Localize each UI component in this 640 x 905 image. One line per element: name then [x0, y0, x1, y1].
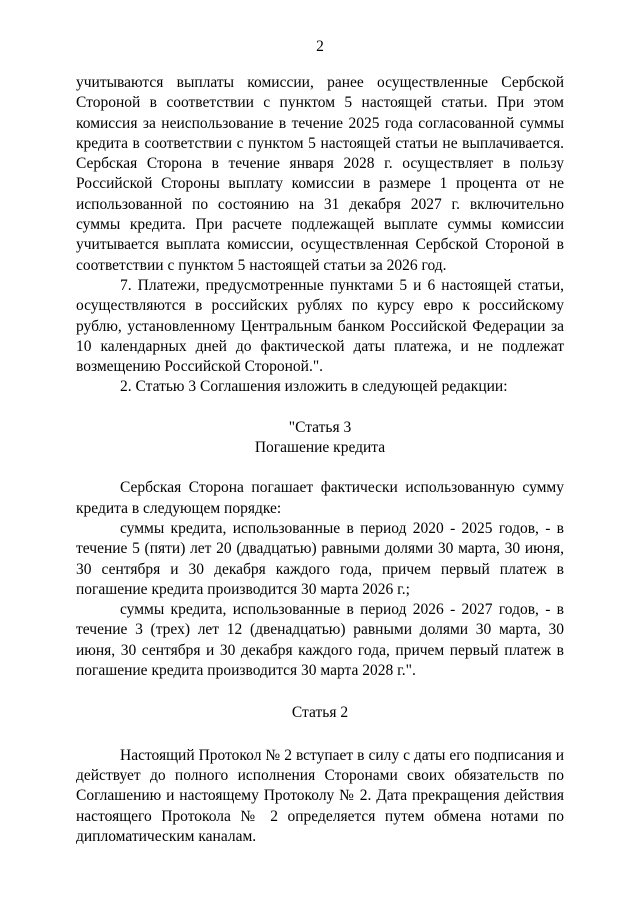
paragraph-commission-continued: учитываются выплаты комиссии, ранее осуществленные Сербской Стороной в соответствии с пунктом 5 настоящей статьи. При этом комиссия за неиспользование в течение 2025 года согласованной суммы кредита в соответствии с пунктом 5 настоящей статьи не выплачивается. Сербская Сторона в течение января 2028 г. осуществляет в пользу Российской Стороны выплату комиссии в размере 1 процента от не использованной по состоянию на 31 декабря 2027 г. включительно суммы кредита. При расчете подлежащей выплате суммы комиссии учитывается выплата комиссии, осуществленная Сербской Стороной в соответствии с пунктом 5 настоящей статьи за 2026 год. [76, 74, 564, 274]
article-2-title: Статья 2 [291, 704, 349, 722]
paragraph-item-7-payments: 7. Платежи, предусмотренные пунктами 5 и 6 настоящей статьи, осуществляются в российских рублях по курсу евро к российскому рублю, установленному Центральным банком Российской Федерации за 10 календарных дней до фактической даты платежа, и не подлежат возмещению Российской Стороной.". [76, 276, 564, 376]
document-body [76, 73, 564, 847]
paragraph-repayment-2020-2025: суммы кредита, использованные в период 2020 - 2025 годов, - в течение 5 (пяти) лет 20 (двадцатью) равными долями 30 марта, 30 июня, 30 сентября и 30 декабря каждого года, причем первый платеж в погашение кредита производится 30 марта 2026 г.; [76, 519, 564, 598]
paragraph-repayment-2026-2027: суммы кредита, использованные в период 2026 - 2027 годов, - в течение 3 (трех) лет 12 (двенадцатью) равными долями 30 марта, 30 июня, 30 сентября и 30 декабря каждого года, причем первый платеж в погашение кредита производится 30 марта 2028 г.". [76, 601, 564, 680]
article-3-subtitle: Погашение кредита [254, 439, 386, 457]
article-3-title: "Статья 3 [288, 418, 352, 436]
paragraph-amend-article-3: 2. Статью 3 Соглашения изложить в следующей редакции: [120, 378, 508, 396]
paragraph-entry-into-force: Настоящий Протокол № 2 вступает в силу с даты его подписания и действует до полного исполнения Сторонами своих обязательств по Соглашению и настоящему Протоколу № 2. Дата прекращения действия настоящего Протокола № 2 определяется путем обмена нотами по дипломатическим каналам. [76, 746, 564, 845]
page-number: 2 [316, 38, 324, 55]
paragraph-repayment-intro: Сербская Сторона погашает фактически использованную сумму кредита в следующем порядке: [76, 479, 564, 517]
